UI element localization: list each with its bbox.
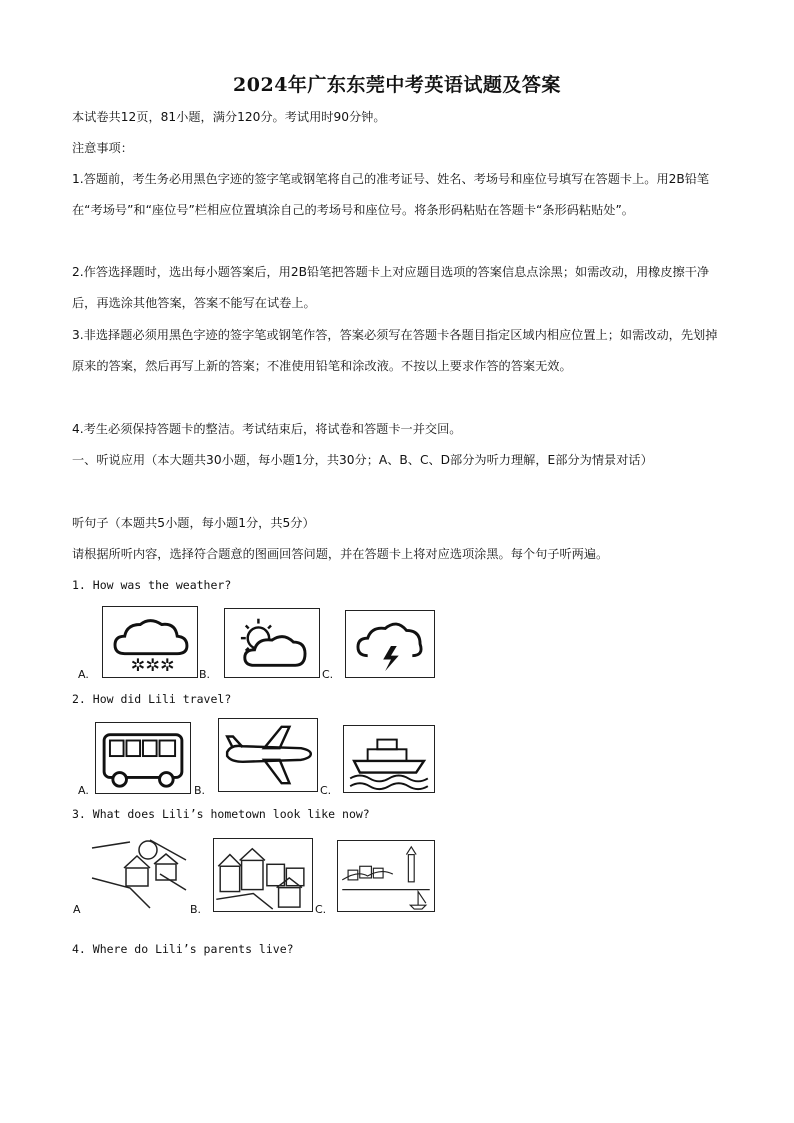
svg-text:✲✲✲: ✲✲✲	[130, 656, 175, 677]
question-2: 2. How did Lili travel?	[72, 692, 232, 706]
harbor-picture[interactable]	[337, 840, 435, 912]
snow-cloud-icon[interactable]	[102, 606, 198, 678]
question-1: 1. How was the weather?	[72, 578, 232, 592]
option-label-b: B.	[194, 784, 206, 797]
question-3: 3. What does Lili’s hometown look like now?	[72, 807, 370, 821]
note-3: 3.非选择题必须用黑色字迹的签字笔或钢笔作答，答案必须写在答题卡各题目指定区域内相应位置上；如需改动，先划掉原来的答案，然后再写上新的答案；不准使用铅笔和涂改液。不按以上要求作答的答案无效。	[72, 328, 718, 373]
notes-heading: 注意事项：	[72, 141, 133, 155]
bus-icon[interactable]	[95, 722, 191, 794]
airplane-icon[interactable]	[218, 718, 318, 792]
part-heading: 听句子（本题共5小题，每小题1分，共5分）	[72, 516, 315, 530]
town-picture[interactable]	[213, 838, 313, 912]
page-title: 2024年广东东莞中考英语试题及答案	[233, 74, 561, 96]
option-label-b: B.	[199, 668, 211, 681]
option-label-c: C.	[315, 903, 327, 916]
note-4: 4.考生必须保持答题卡的整洁。考试结束后，将试卷和答题卡一并交回。	[72, 422, 462, 436]
village-picture[interactable]	[90, 838, 188, 910]
question-4: 4. Where do Lili’s parents live?	[72, 942, 294, 956]
option-label-a: A	[73, 903, 81, 916]
note-2: 2.作答选择题时，选出每小题答案后，用2B铅笔把答题卡上对应题目选项的答案信息点涂黑；如需改动，用橡皮擦干净后，再选涂其他答案，答案不能写在试卷上。	[72, 265, 710, 310]
option-label-b: B.	[190, 903, 202, 916]
thunder-cloud-icon[interactable]	[345, 610, 435, 678]
option-label-a: A.	[78, 784, 89, 797]
section-heading: 一、听说应用（本大题共30小题，每小题1分，共30分；A、B、C、D部分为听力理解，E部分为情景对话）	[72, 453, 653, 467]
option-label-a: A.	[78, 668, 89, 681]
sun-cloud-icon[interactable]	[224, 608, 320, 678]
option-label-c: C.	[322, 668, 334, 681]
part-instruction: 请根据所听内容，选择符合题意的图画回答问题，并在答题卡上将对应选项涂黑。每个句子听两遍。	[72, 547, 609, 561]
note-1: 1.答题前，考生务必用黑色字迹的签字笔或钢笔将自己的准考证号、姓名、考场号和座位号填写在答题卡上。用2B铅笔在“考场号”和“座位号”栏相应位置填涂自己的考场号和座位号。将条形码粘贴在答题卡“条形码粘贴处”。	[72, 172, 710, 217]
intro-text: 本试卷共12页，81小题，满分120分。考试用时90分钟。	[72, 110, 386, 124]
ship-icon[interactable]	[343, 725, 435, 793]
option-label-c: C.	[320, 784, 332, 797]
